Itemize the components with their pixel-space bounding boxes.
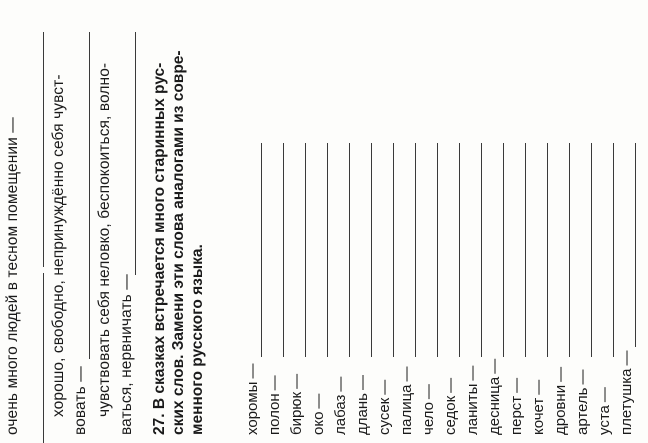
word-answer-line[interactable] [371,143,372,357]
word-answer-line[interactable] [591,143,592,357]
word-answer-line[interactable] [393,143,394,357]
word-answer-line[interactable] [481,143,482,357]
task-text-1: В сказках встречается много старинных рус- [151,62,168,410]
word-item: полон— [266,375,283,435]
word-item: плетушка— [618,350,635,435]
task-text-2: ских слов. Замени эти слова аналогами из совре- [170,50,187,435]
answer-line-1[interactable] [43,273,44,443]
word-item: палица— [398,366,415,435]
word-item: лабаз— [332,376,349,435]
definition-comfortable-cont: вовать — [72,366,89,435]
definition-uneasy: чувствовать себя неловко, беспокоиться, волно- [96,62,113,417]
word-item: кочет— [530,379,547,435]
answer-line-1b[interactable] [43,32,44,267]
word-answer-line[interactable] [437,143,438,357]
word-item: сусек— [376,379,393,435]
answer-line-2[interactable] [89,32,90,359]
task-number: 27. [151,413,168,435]
word-item: бирюк— [288,373,305,435]
word-answer-line[interactable] [327,143,328,357]
word-item: артель— [574,369,591,435]
word-answer-line[interactable] [349,143,350,357]
definition-uneasy-cont: ваться, нервничать — [118,274,135,435]
word-item: око— [310,393,327,435]
word-item: ланиты— [464,365,481,435]
answer-line-3[interactable] [135,32,136,275]
word-item: чело— [420,384,437,435]
word-answer-line[interactable] [283,143,284,357]
word-item: перст— [508,377,525,435]
task-text-3: менного русского языка. [189,244,206,435]
word-answer-line[interactable] [613,143,614,357]
word-answer-line[interactable] [635,143,636,347]
word-item: седок— [442,377,459,435]
task-27-heading [150,0,207,443]
word-answer-line[interactable] [547,143,548,357]
word-answer-line[interactable] [261,143,262,357]
word-item: хоромы— [244,363,261,435]
word-answer-line[interactable] [415,143,416,357]
word-item: уста— [596,387,613,435]
definition-crowded: очень много людей в тесном помещении — [4,117,21,435]
word-answer-line[interactable] [305,143,306,357]
definition-comfortable: хорошо, свободно, непринуждённо себя чувст- [50,74,67,417]
word-answer-line[interactable] [569,143,570,357]
word-answer-line[interactable] [503,143,504,357]
word-item: дровни— [552,366,569,435]
word-answer-line[interactable] [525,143,526,357]
word-answer-line[interactable] [459,143,460,357]
word-item: длань— [354,375,371,435]
word-item: десница— [486,358,503,435]
